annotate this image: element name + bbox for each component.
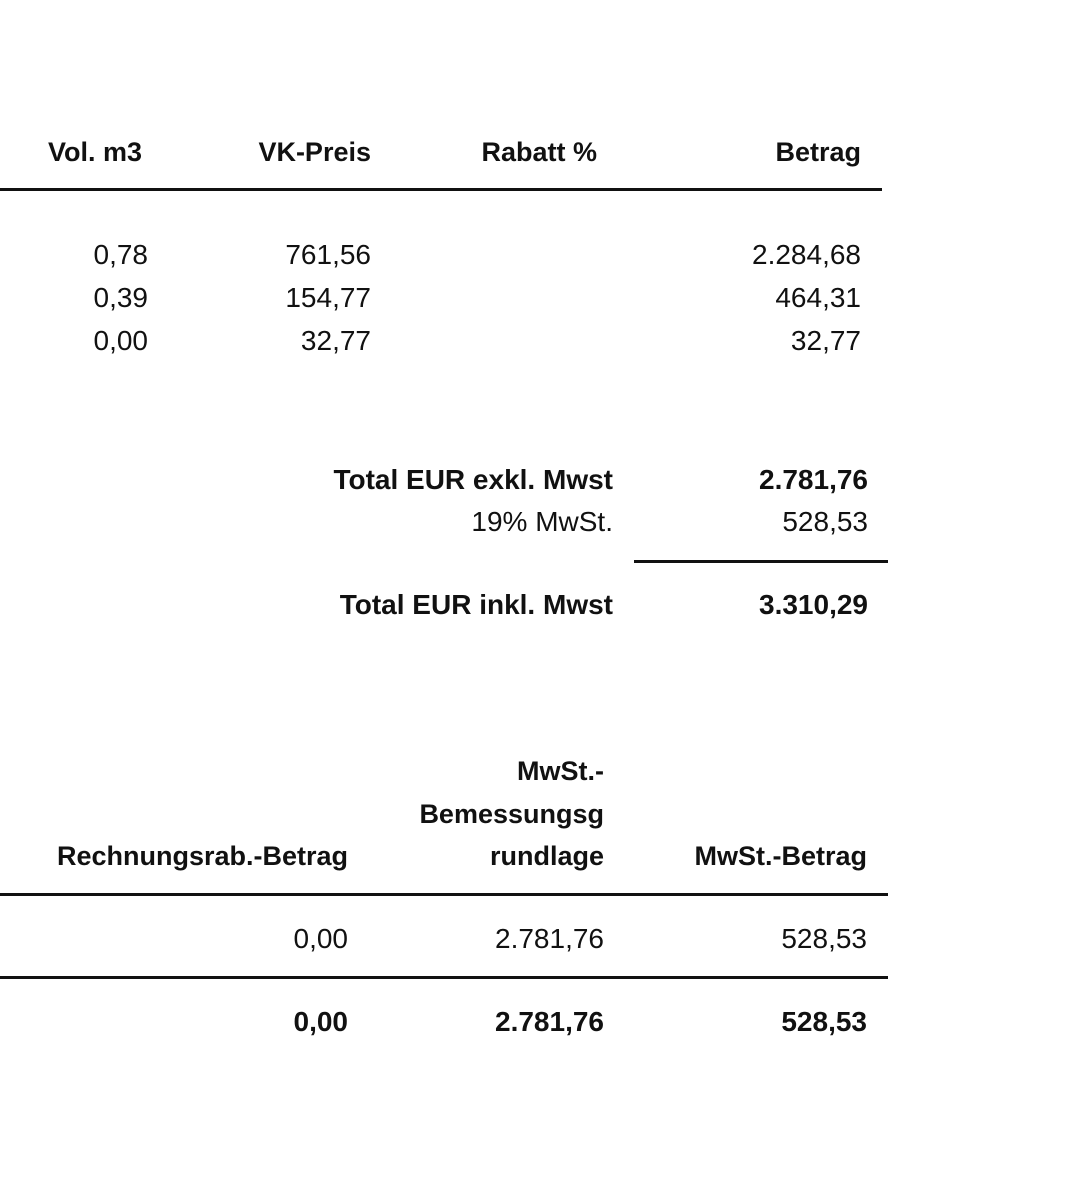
vat-value: 528,53 [782,506,868,537]
row-2-vol: 0,39 [93,282,148,313]
row-3-betrag: 32,77 [790,325,861,356]
vat-sum-mwst-betrag: 528,53 [781,1006,867,1037]
row-3-vk-preis: 32,77 [300,325,371,356]
gross-total-label: Total EUR inkl. Mwst [339,589,613,620]
vat-row-bemessung: 2.781,76 [495,923,604,954]
header-vol: Vol. m3 [47,137,142,167]
vat-header-rule [0,893,888,896]
vat-row-mwst-betrag: 528,53 [781,923,867,954]
header-vk-preis: VK-Preis [258,137,371,167]
header-betrag: Betrag [775,137,861,167]
net-total-label: Total EUR exkl. Mwst [333,464,613,495]
vat-row-rabatt-betrag: 0,00 [293,923,348,954]
vat-sum-rule [0,976,888,979]
vat-label: 19% MwSt. [471,506,613,537]
header-bemessung-line-2: Bemessungsg [419,799,604,829]
row-1-vol: 0,78 [93,239,148,270]
vat-sum-bemessung: 2.781,76 [495,1006,604,1037]
row-1-betrag: 2.284,68 [752,239,861,270]
row-1-vk-preis: 761,56 [285,239,371,270]
header-bemessung-line-3: rundlage [489,841,604,871]
header-rule [0,188,882,191]
row-3-vol: 0,00 [93,325,148,356]
totals-rule [634,560,888,563]
net-total-value: 2.781,76 [759,464,868,495]
header-mwst-betrag: MwSt.-Betrag [694,841,867,871]
header-rechnungsrabatt-betrag: Rechnungsrab.-Betrag [56,841,348,871]
header-rabatt: Rabatt % [481,137,597,167]
gross-total-value: 3.310,29 [759,589,868,620]
header-bemessung-line-1: MwSt.- [517,756,604,786]
row-2-vk-preis: 154,77 [285,282,371,313]
row-2-betrag: 464,31 [775,282,861,313]
vat-sum-rabatt-betrag: 0,00 [293,1006,348,1037]
